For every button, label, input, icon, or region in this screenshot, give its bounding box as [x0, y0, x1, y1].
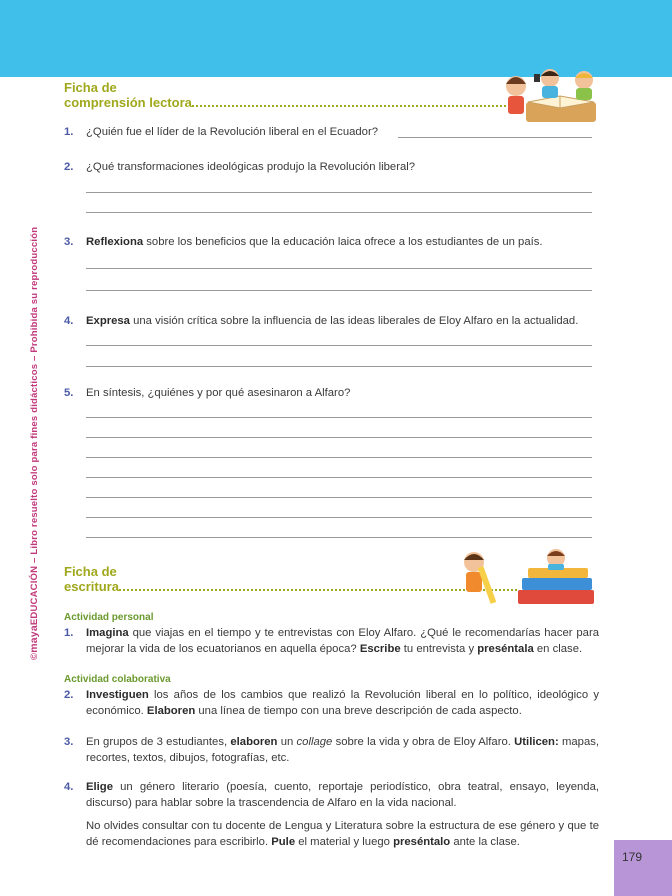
heading-line1: Ficha de	[64, 80, 117, 95]
activity-verb: Pule	[271, 836, 296, 848]
answer-line[interactable]	[86, 192, 592, 193]
brand-name: maya	[28, 625, 40, 653]
activity-number: 4.	[64, 781, 74, 793]
answer-line[interactable]	[86, 290, 592, 291]
kids-reading-illustration-icon	[498, 66, 602, 128]
section-heading-comprension	[64, 80, 522, 110]
activity-number: 2.	[64, 689, 74, 701]
activity-verb: Imagina	[86, 627, 129, 639]
activity-text: mapas, recortes, textos, dibujos, fotografías, etc.	[86, 736, 600, 764]
activity-text: ante la clase.	[450, 836, 520, 848]
question-text: ¿Quién fue el líder de la Revolución liberal en el Ecuador?	[86, 126, 379, 138]
activity-verb: elaboren	[230, 736, 278, 748]
heading-line1: Ficha de	[64, 564, 117, 579]
activity-text: un	[277, 736, 297, 748]
answer-line[interactable]	[86, 345, 592, 346]
activity-verb: Investiguen	[86, 689, 149, 701]
activity-text: los años de los cambios que realizó la Revolución liberal en lo político, ideológico y económico.	[86, 689, 599, 717]
activity-emphasis: collage	[296, 736, 333, 748]
activity-4-note	[64, 818, 599, 850]
answer-line[interactable]	[86, 537, 592, 538]
answer-line[interactable]	[86, 268, 592, 269]
page-number-box	[614, 840, 672, 896]
heading-line2: escritura	[64, 579, 119, 594]
answer-line[interactable]	[86, 366, 592, 367]
answer-line[interactable]	[86, 477, 592, 478]
activity-text: una línea de tiempo con una breve descripción de cada aspecto.	[195, 705, 522, 717]
question-text: sobre los beneficios que la educación laica ofrece a los estudiantes de un país.	[143, 236, 543, 248]
answer-line[interactable]	[86, 457, 592, 458]
activity-verb: Elige	[86, 781, 113, 793]
question-number: 4.	[64, 315, 74, 327]
activity-number: 3.	[64, 736, 74, 748]
section-heading-escritura	[64, 564, 517, 594]
answer-line[interactable]	[86, 437, 592, 438]
question-text: una visión crítica sobre la influencia de las ideas liberales de Eloy Alfaro en la actualidad.	[129, 315, 579, 327]
activity-text: No olvides consultar con tu docente de Lengua y Literatura sobre la estructura de ese género y que te dé recomendaciones para escribirlo.	[86, 820, 599, 848]
sidebar-copyright-text	[28, 227, 40, 660]
answer-line[interactable]	[86, 497, 592, 498]
sidebar-text: EDUCACIÓN – Libro resuelto solo para fines didácticos – Prohibida su reproducción	[29, 226, 40, 626]
question-verb: Reflexiona	[86, 236, 144, 248]
answer-line[interactable]	[86, 517, 592, 518]
activity-verb: Escribe	[359, 643, 401, 655]
question-verb: Expresa	[86, 315, 130, 327]
question-number: 2.	[64, 161, 74, 173]
heading-line2: comprensión lectora	[64, 95, 192, 110]
question-3	[64, 235, 543, 250]
question-2	[64, 160, 415, 175]
activity-4	[64, 779, 599, 811]
activity-3	[64, 734, 599, 766]
activity-text: tu entrevista y	[400, 643, 478, 655]
activity-verb: preséntala	[477, 643, 534, 655]
answer-line[interactable]	[86, 417, 592, 418]
activity-number: 1.	[64, 627, 74, 639]
copyright-symbol: ©	[29, 652, 40, 660]
activity-text: en clase.	[533, 643, 583, 655]
activity-text: que viajas en el tiempo y te entrevistas con Eloy Alfaro. ¿Qué le recomendarías hacer para mejorar la vida de los ecuatorianos en aquella época?	[86, 627, 599, 655]
question-number: 3.	[64, 236, 74, 248]
activity-verb: Utilicen:	[514, 736, 559, 748]
question-text: En síntesis, ¿quiénes y por qué asesinaron a Alfaro?	[86, 387, 351, 399]
question-number: 5.	[64, 387, 74, 399]
question-text: ¿Qué transformaciones ideológicas produjo la Revolución liberal?	[86, 161, 416, 173]
question-4	[64, 314, 578, 329]
activity-personal-heading: Actividad personal	[64, 612, 154, 623]
heading-dots	[192, 105, 522, 107]
activity-verb: Elaboren	[146, 705, 196, 717]
question-5	[64, 386, 350, 401]
question-1	[64, 125, 378, 140]
page-number: 179	[622, 850, 643, 864]
question-number: 1.	[64, 126, 74, 138]
activity-2	[64, 687, 599, 719]
activity-text: un género literario (poesía, cuento, reportaje periodístico, obra teatral, ensayo, leyenda, discurso) para hablar sobre la trascendencia de Alfaro en la vida nacional.	[86, 781, 599, 809]
answer-line[interactable]	[398, 137, 592, 138]
activity-text: En grupos de 3 estudiantes,	[86, 736, 231, 748]
activity-colaborativa-heading: Actividad colaborativa	[64, 674, 171, 685]
activity-verb: preséntalo	[393, 836, 451, 848]
answer-line[interactable]	[86, 212, 592, 213]
activity-text: el material y luego	[295, 836, 394, 848]
kids-writing-illustration-icon	[456, 546, 602, 608]
activity-text: sobre la vida y obra de Eloy Alfaro.	[332, 736, 515, 748]
activity-1	[64, 625, 599, 657]
